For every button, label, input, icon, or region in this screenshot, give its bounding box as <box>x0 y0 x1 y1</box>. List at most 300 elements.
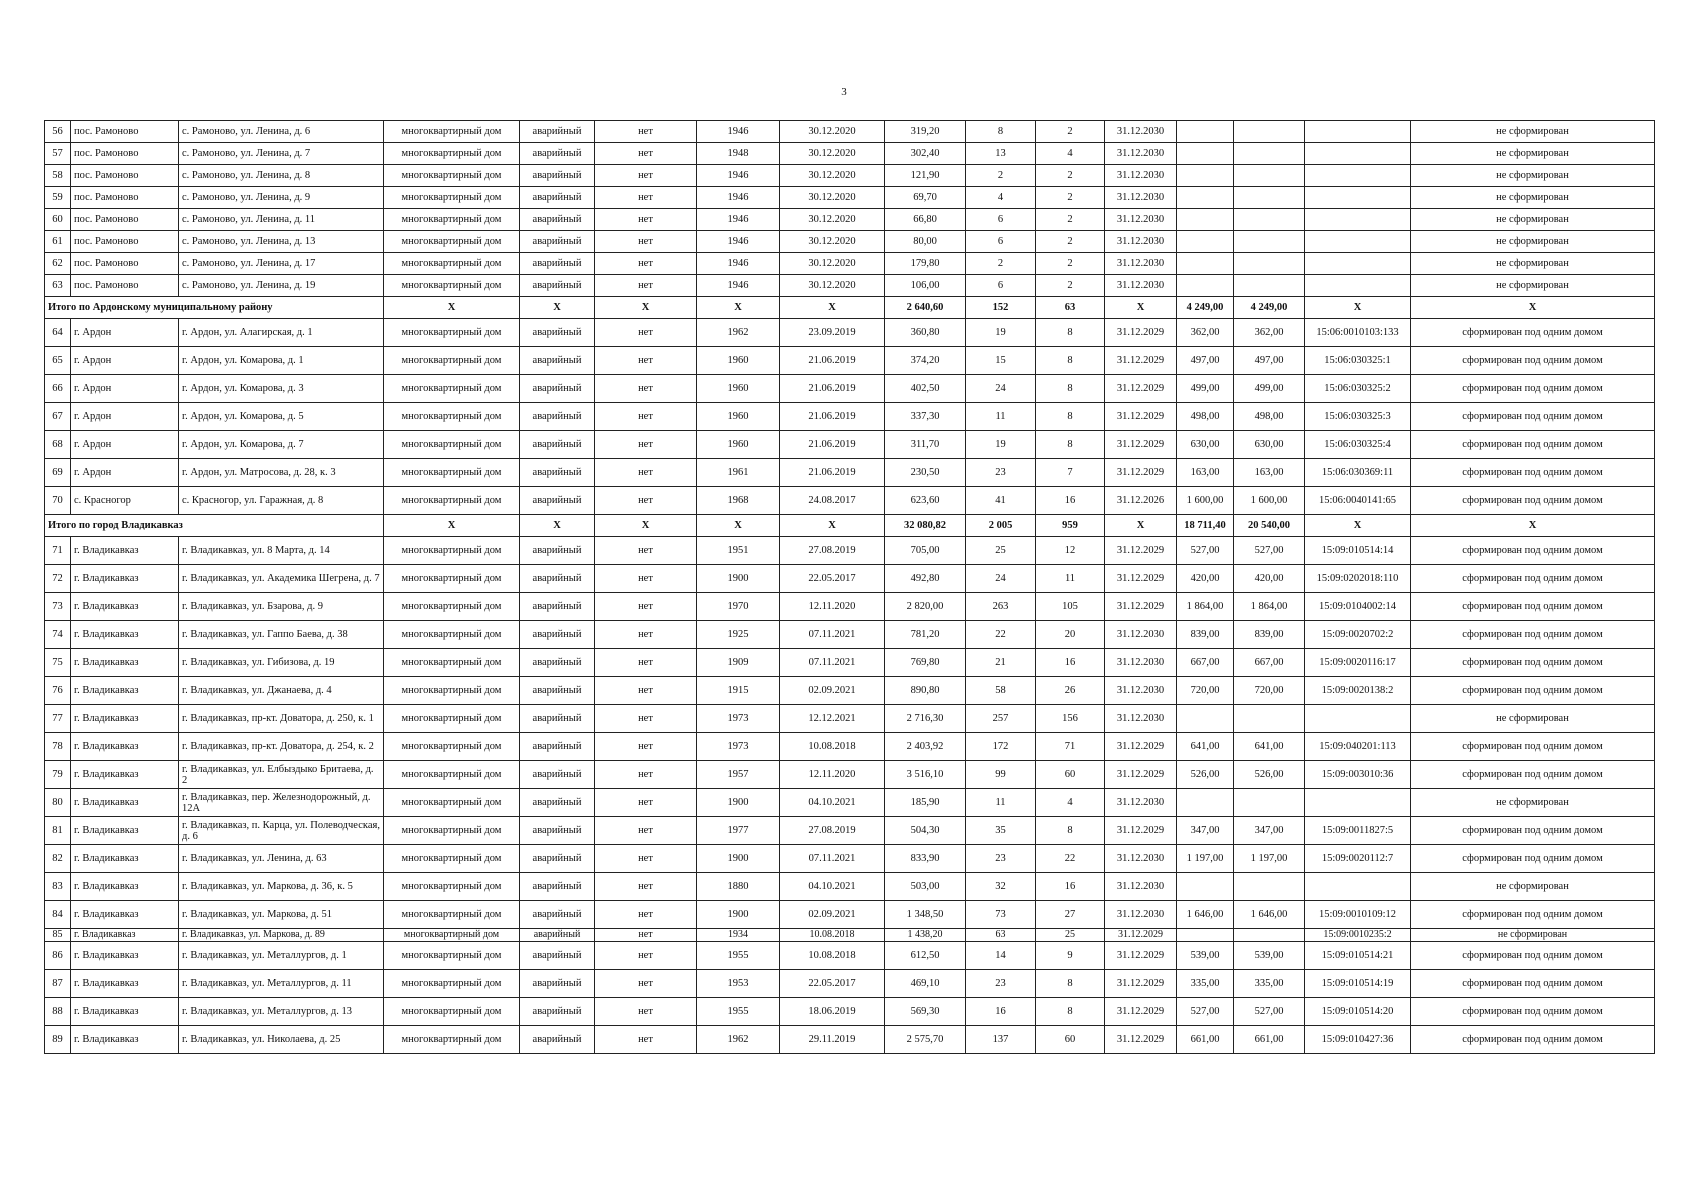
table-row <box>45 537 1655 565</box>
subtotal-year-built: Х <box>697 297 780 319</box>
subtotal-label: Итого по город Владикавказ <box>45 515 384 537</box>
settlement-cell: г. Владикавказ <box>71 817 179 845</box>
condition-cell: аварийный <box>520 705 595 733</box>
resettlement-deadline-cell: 31.12.2030 <box>1105 649 1177 677</box>
apartments-cell: 12 <box>1036 537 1105 565</box>
table-row <box>45 998 1655 1026</box>
cadastral-number-cell: 15:09:0020702:2 <box>1305 621 1411 649</box>
area-cell: 337,30 <box>885 403 966 431</box>
subtotal-resettlement-deadline: Х <box>1105 297 1177 319</box>
recognition-date-cell: 04.10.2021 <box>780 873 885 901</box>
address-cell: г. Владикавказ, ул. Металлургов, д. 11 <box>179 970 384 998</box>
recognition-date-cell: 07.11.2021 <box>780 845 885 873</box>
residents-cell: 24 <box>966 375 1036 403</box>
address-cell: г. Владикавказ, пр-кт. Доватора, д. 254, к. 2 <box>179 733 384 761</box>
condition-cell: аварийный <box>520 487 595 515</box>
settlement-cell: г. Владикавказ <box>71 1026 179 1054</box>
apartments-cell: 2 <box>1036 231 1105 253</box>
settlement-cell: г. Владикавказ <box>71 537 179 565</box>
recognition-date-cell: 30.12.2020 <box>780 209 885 231</box>
year-built-cell: 1946 <box>697 231 780 253</box>
row-number-cell: 62 <box>45 253 71 275</box>
cadastral-number-cell: 15:09:010514:14 <box>1305 537 1411 565</box>
reconstruction-cell: нет <box>595 705 697 733</box>
table-row <box>45 209 1655 231</box>
subtotal-building-type: Х <box>384 515 520 537</box>
area-cell: 2 820,00 <box>885 593 966 621</box>
land-area-cell: 641,00 <box>1177 733 1234 761</box>
residents-cell: 23 <box>966 459 1036 487</box>
recognition-date-cell: 27.08.2019 <box>780 817 885 845</box>
settlement-cell: пос. Рамоново <box>71 275 179 297</box>
reconstruction-cell: нет <box>595 621 697 649</box>
condition-cell: аварийный <box>520 1026 595 1054</box>
cadastral-number-cell: 15:06:030325:1 <box>1305 347 1411 375</box>
table-row <box>45 403 1655 431</box>
row-number-cell: 58 <box>45 165 71 187</box>
residents-cell: 35 <box>966 817 1036 845</box>
building-type-cell: многоквартирный дом <box>384 209 520 231</box>
resettlement-deadline-cell: 31.12.2030 <box>1105 677 1177 705</box>
land-area-cell: 1 197,00 <box>1177 845 1234 873</box>
land-area-cell: 630,00 <box>1177 431 1234 459</box>
condition-cell: аварийный <box>520 253 595 275</box>
settlement-cell: пос. Рамоново <box>71 165 179 187</box>
land-area-registered-cell: 420,00 <box>1234 565 1305 593</box>
building-type-cell: многоквартирный дом <box>384 929 520 942</box>
condition-cell: аварийный <box>520 431 595 459</box>
building-type-cell: многоквартирный дом <box>384 621 520 649</box>
land-area-cell: 661,00 <box>1177 1026 1234 1054</box>
residents-cell: 19 <box>966 319 1036 347</box>
recognition-date-cell: 21.06.2019 <box>780 347 885 375</box>
land-status-cell: сформирован под одним домом <box>1411 347 1655 375</box>
year-built-cell: 1915 <box>697 677 780 705</box>
condition-cell: аварийный <box>520 873 595 901</box>
resettlement-deadline-cell: 31.12.2030 <box>1105 231 1177 253</box>
recognition-date-cell: 04.10.2021 <box>780 789 885 817</box>
condition-cell: аварийный <box>520 942 595 970</box>
year-built-cell: 1934 <box>697 929 780 942</box>
land-status-cell: сформирован под одним домом <box>1411 817 1655 845</box>
settlement-cell: г. Владикавказ <box>71 901 179 929</box>
building-type-cell: многоквартирный дом <box>384 253 520 275</box>
address-cell: с. Рамоново, ул. Ленина, д. 19 <box>179 275 384 297</box>
building-type-cell: многоквартирный дом <box>384 901 520 929</box>
row-number-cell: 60 <box>45 209 71 231</box>
cadastral-number-cell: 15:09:003010:36 <box>1305 761 1411 789</box>
year-built-cell: 1948 <box>697 143 780 165</box>
land-area-cell <box>1177 143 1234 165</box>
settlement-cell: г. Владикавказ <box>71 677 179 705</box>
area-cell: 1 348,50 <box>885 901 966 929</box>
row-number-cell: 57 <box>45 143 71 165</box>
resettlement-deadline-cell: 31.12.2030 <box>1105 901 1177 929</box>
subtotal-condition: Х <box>520 515 595 537</box>
apartments-cell: 4 <box>1036 143 1105 165</box>
subtotal-reconstruction: Х <box>595 515 697 537</box>
residents-cell: 63 <box>966 929 1036 942</box>
land-area-registered-cell <box>1234 121 1305 143</box>
resettlement-deadline-cell: 31.12.2030 <box>1105 873 1177 901</box>
land-area-registered-cell: 347,00 <box>1234 817 1305 845</box>
cadastral-number-cell: 15:09:0020138:2 <box>1305 677 1411 705</box>
building-type-cell: многоквартирный дом <box>384 275 520 297</box>
residents-cell: 6 <box>966 231 1036 253</box>
row-number-cell: 61 <box>45 231 71 253</box>
settlement-cell: пос. Рамоново <box>71 209 179 231</box>
resettlement-deadline-cell: 31.12.2030 <box>1105 209 1177 231</box>
resettlement-deadline-cell: 31.12.2029 <box>1105 375 1177 403</box>
residents-cell: 2 <box>966 253 1036 275</box>
resettlement-deadline-cell: 31.12.2029 <box>1105 347 1177 375</box>
settlement-cell: г. Владикавказ <box>71 593 179 621</box>
land-area-cell: 667,00 <box>1177 649 1234 677</box>
resettlement-deadline-cell: 31.12.2030 <box>1105 143 1177 165</box>
land-status-cell: не сформирован <box>1411 143 1655 165</box>
cadastral-number-cell <box>1305 121 1411 143</box>
land-area-registered-cell: 1 646,00 <box>1234 901 1305 929</box>
area-cell: 890,80 <box>885 677 966 705</box>
table-row <box>45 1026 1655 1054</box>
address-cell: г. Владикавказ, ул. Академика Шегрена, д. 7 <box>179 565 384 593</box>
year-built-cell: 1960 <box>697 431 780 459</box>
land-area-cell: 498,00 <box>1177 403 1234 431</box>
land-status-cell: сформирован под одним домом <box>1411 761 1655 789</box>
table-row <box>45 121 1655 143</box>
area-cell: 302,40 <box>885 143 966 165</box>
land-area-cell: 362,00 <box>1177 319 1234 347</box>
condition-cell: аварийный <box>520 375 595 403</box>
resettlement-deadline-cell: 31.12.2029 <box>1105 459 1177 487</box>
condition-cell: аварийный <box>520 761 595 789</box>
row-number-cell: 80 <box>45 789 71 817</box>
cadastral-number-cell: 15:09:010514:21 <box>1305 942 1411 970</box>
recognition-date-cell: 10.08.2018 <box>780 929 885 942</box>
land-area-registered-cell: 499,00 <box>1234 375 1305 403</box>
recognition-date-cell: 21.06.2019 <box>780 375 885 403</box>
settlement-cell: г. Ардон <box>71 347 179 375</box>
area-cell: 319,20 <box>885 121 966 143</box>
land-area-registered-cell: 335,00 <box>1234 970 1305 998</box>
land-area-registered-cell <box>1234 231 1305 253</box>
reconstruction-cell: нет <box>595 187 697 209</box>
apartments-cell: 2 <box>1036 121 1105 143</box>
building-type-cell: многоквартирный дом <box>384 319 520 347</box>
land-status-cell: не сформирован <box>1411 275 1655 297</box>
year-built-cell: 1960 <box>697 347 780 375</box>
land-status-cell: сформирован под одним домом <box>1411 845 1655 873</box>
reconstruction-cell: нет <box>595 593 697 621</box>
reconstruction-cell: нет <box>595 649 697 677</box>
row-number-cell: 73 <box>45 593 71 621</box>
residents-cell: 58 <box>966 677 1036 705</box>
condition-cell: аварийный <box>520 929 595 942</box>
land-area-cell: 839,00 <box>1177 621 1234 649</box>
address-cell: с. Рамоново, ул. Ленина, д. 13 <box>179 231 384 253</box>
recognition-date-cell: 22.05.2017 <box>780 970 885 998</box>
recognition-date-cell: 30.12.2020 <box>780 253 885 275</box>
reconstruction-cell: нет <box>595 537 697 565</box>
land-area-registered-cell: 661,00 <box>1234 1026 1305 1054</box>
address-cell: г. Владикавказ, ул. Металлургов, д. 1 <box>179 942 384 970</box>
building-type-cell: многоквартирный дом <box>384 565 520 593</box>
land-area-cell <box>1177 121 1234 143</box>
land-area-registered-cell: 539,00 <box>1234 942 1305 970</box>
resettlement-deadline-cell: 31.12.2029 <box>1105 817 1177 845</box>
recognition-date-cell: 23.09.2019 <box>780 319 885 347</box>
land-area-registered-cell <box>1234 209 1305 231</box>
reconstruction-cell: нет <box>595 942 697 970</box>
settlement-cell: г. Ардон <box>71 319 179 347</box>
land-area-registered-cell: 497,00 <box>1234 347 1305 375</box>
area-cell: 3 516,10 <box>885 761 966 789</box>
address-cell: г. Владикавказ, пер. Железнодорожный, д. 12А <box>179 789 384 817</box>
reconstruction-cell: нет <box>595 677 697 705</box>
recognition-date-cell: 02.09.2021 <box>780 677 885 705</box>
condition-cell: аварийный <box>520 901 595 929</box>
row-number-cell: 74 <box>45 621 71 649</box>
table-row <box>45 459 1655 487</box>
settlement-cell: пос. Рамоново <box>71 143 179 165</box>
building-type-cell: многоквартирный дом <box>384 873 520 901</box>
address-cell: с. Красногор, ул. Гаражная, д. 8 <box>179 487 384 515</box>
reconstruction-cell: нет <box>595 459 697 487</box>
settlement-cell: г. Владикавказ <box>71 845 179 873</box>
table-row <box>45 901 1655 929</box>
building-type-cell: многоквартирный дом <box>384 998 520 1026</box>
residents-cell: 22 <box>966 621 1036 649</box>
year-built-cell: 1946 <box>697 165 780 187</box>
residents-cell: 8 <box>966 121 1036 143</box>
table-row <box>45 143 1655 165</box>
row-number-cell: 75 <box>45 649 71 677</box>
residents-cell: 41 <box>966 487 1036 515</box>
cadastral-number-cell <box>1305 789 1411 817</box>
residents-cell: 2 <box>966 165 1036 187</box>
land-area-registered-cell: 526,00 <box>1234 761 1305 789</box>
resettlement-deadline-cell: 31.12.2030 <box>1105 705 1177 733</box>
settlement-cell: г. Владикавказ <box>71 873 179 901</box>
condition-cell: аварийный <box>520 165 595 187</box>
building-type-cell: многоквартирный дом <box>384 403 520 431</box>
year-built-cell: 1951 <box>697 537 780 565</box>
row-number-cell: 72 <box>45 565 71 593</box>
subtotal-apartments: 959 <box>1036 515 1105 537</box>
recognition-date-cell: 30.12.2020 <box>780 165 885 187</box>
cadastral-number-cell: 15:09:0011827:5 <box>1305 817 1411 845</box>
condition-cell: аварийный <box>520 209 595 231</box>
residents-cell: 21 <box>966 649 1036 677</box>
residents-cell: 23 <box>966 845 1036 873</box>
area-cell: 569,30 <box>885 998 966 1026</box>
address-cell: г. Владикавказ, ул. Металлургов, д. 13 <box>179 998 384 1026</box>
address-cell: г. Ардон, ул. Комарова, д. 3 <box>179 375 384 403</box>
apartments-cell: 8 <box>1036 817 1105 845</box>
row-number-cell: 71 <box>45 537 71 565</box>
subtotal-year-built: Х <box>697 515 780 537</box>
land-status-cell: не сформирован <box>1411 231 1655 253</box>
year-built-cell: 1925 <box>697 621 780 649</box>
building-type-cell: многоквартирный дом <box>384 165 520 187</box>
reconstruction-cell: нет <box>595 403 697 431</box>
apartments-cell: 71 <box>1036 733 1105 761</box>
land-status-cell: не сформирован <box>1411 789 1655 817</box>
land-area-cell <box>1177 209 1234 231</box>
subtotal-cadastral-number: Х <box>1305 515 1411 537</box>
row-number-cell: 65 <box>45 347 71 375</box>
resettlement-deadline-cell: 31.12.2029 <box>1105 403 1177 431</box>
apartments-cell: 16 <box>1036 873 1105 901</box>
cadastral-number-cell <box>1305 705 1411 733</box>
resettlement-deadline-cell: 31.12.2029 <box>1105 537 1177 565</box>
recognition-date-cell: 07.11.2021 <box>780 621 885 649</box>
settlement-cell: пос. Рамоново <box>71 187 179 209</box>
land-status-cell: сформирован под одним домом <box>1411 901 1655 929</box>
address-cell: с. Рамоново, ул. Ленина, д. 11 <box>179 209 384 231</box>
year-built-cell: 1962 <box>697 319 780 347</box>
area-cell: 1 438,20 <box>885 929 966 942</box>
address-cell: г. Владикавказ, ул. Джанаева, д. 4 <box>179 677 384 705</box>
land-area-cell: 539,00 <box>1177 942 1234 970</box>
land-area-cell <box>1177 705 1234 733</box>
row-number-cell: 82 <box>45 845 71 873</box>
land-status-cell: сформирован под одним домом <box>1411 459 1655 487</box>
building-type-cell: многоквартирный дом <box>384 593 520 621</box>
reconstruction-cell: нет <box>595 998 697 1026</box>
recognition-date-cell: 30.12.2020 <box>780 143 885 165</box>
land-area-registered-cell: 1 197,00 <box>1234 845 1305 873</box>
settlement-cell: г. Владикавказ <box>71 789 179 817</box>
land-status-cell: сформирован под одним домом <box>1411 677 1655 705</box>
subtotal-area: 32 080,82 <box>885 515 966 537</box>
area-cell: 503,00 <box>885 873 966 901</box>
resettlement-deadline-cell: 31.12.2029 <box>1105 319 1177 347</box>
subtotal-reconstruction: Х <box>595 297 697 319</box>
land-area-registered-cell: 1 600,00 <box>1234 487 1305 515</box>
year-built-cell: 1953 <box>697 970 780 998</box>
area-cell: 833,90 <box>885 845 966 873</box>
residents-cell: 15 <box>966 347 1036 375</box>
table-row <box>45 817 1655 845</box>
cadastral-number-cell: 15:09:0010109:12 <box>1305 901 1411 929</box>
settlement-cell: с. Красногор <box>71 487 179 515</box>
table-row <box>45 431 1655 459</box>
subtotal-land-status: Х <box>1411 297 1655 319</box>
year-built-cell: 1900 <box>697 845 780 873</box>
land-area-cell: 497,00 <box>1177 347 1234 375</box>
row-number-cell: 77 <box>45 705 71 733</box>
cadastral-number-cell: 15:09:010427:36 <box>1305 1026 1411 1054</box>
resettlement-deadline-cell: 31.12.2029 <box>1105 942 1177 970</box>
apartments-cell: 9 <box>1036 942 1105 970</box>
land-area-registered-cell: 163,00 <box>1234 459 1305 487</box>
cadastral-number-cell: 15:09:0020112:7 <box>1305 845 1411 873</box>
address-cell: с. Рамоново, ул. Ленина, д. 7 <box>179 143 384 165</box>
reconstruction-cell: нет <box>595 761 697 789</box>
table-row <box>45 789 1655 817</box>
residents-cell: 14 <box>966 942 1036 970</box>
subtotal-recognition-date: Х <box>780 297 885 319</box>
settlement-cell: г. Владикавказ <box>71 761 179 789</box>
land-area-cell: 526,00 <box>1177 761 1234 789</box>
apartments-cell: 8 <box>1036 347 1105 375</box>
table-row <box>45 565 1655 593</box>
reconstruction-cell: нет <box>595 231 697 253</box>
table-row <box>45 187 1655 209</box>
land-status-cell: сформирован под одним домом <box>1411 942 1655 970</box>
building-type-cell: многоквартирный дом <box>384 845 520 873</box>
land-area-registered-cell <box>1234 143 1305 165</box>
recognition-date-cell: 27.08.2019 <box>780 537 885 565</box>
apartments-cell: 8 <box>1036 970 1105 998</box>
condition-cell: аварийный <box>520 121 595 143</box>
subtotal-cadastral-number: Х <box>1305 297 1411 319</box>
address-cell: г. Ардон, ул. Комарова, д. 1 <box>179 347 384 375</box>
condition-cell: аварийный <box>520 845 595 873</box>
subtotal-land-area-registered: 4 249,00 <box>1234 297 1305 319</box>
table-row <box>45 970 1655 998</box>
building-type-cell: многоквартирный дом <box>384 761 520 789</box>
cadastral-number-cell: 15:06:030325:4 <box>1305 431 1411 459</box>
condition-cell: аварийный <box>520 593 595 621</box>
building-type-cell: многоквартирный дом <box>384 187 520 209</box>
land-status-cell: не сформирован <box>1411 165 1655 187</box>
resettlement-deadline-cell: 31.12.2030 <box>1105 789 1177 817</box>
land-area-registered-cell: 720,00 <box>1234 677 1305 705</box>
cadastral-number-cell <box>1305 187 1411 209</box>
condition-cell: аварийный <box>520 565 595 593</box>
land-area-registered-cell: 667,00 <box>1234 649 1305 677</box>
reconstruction-cell: нет <box>595 487 697 515</box>
area-cell: 360,80 <box>885 319 966 347</box>
resettlement-deadline-cell: 31.12.2029 <box>1105 998 1177 1026</box>
residents-cell: 137 <box>966 1026 1036 1054</box>
land-status-cell: сформирован под одним домом <box>1411 403 1655 431</box>
resettlement-deadline-cell: 31.12.2030 <box>1105 253 1177 275</box>
land-area-registered-cell: 630,00 <box>1234 431 1305 459</box>
land-area-registered-cell: 362,00 <box>1234 319 1305 347</box>
address-cell: г. Владикавказ, ул. Николаева, д. 25 <box>179 1026 384 1054</box>
resettlement-deadline-cell: 31.12.2030 <box>1105 275 1177 297</box>
subtotal-land-area: 18 711,40 <box>1177 515 1234 537</box>
residents-cell: 6 <box>966 209 1036 231</box>
area-cell: 492,80 <box>885 565 966 593</box>
subtotal-row <box>45 297 1655 319</box>
land-status-cell: сформирован под одним домом <box>1411 970 1655 998</box>
address-cell: г. Ардон, ул. Матросова, д. 28, к. 3 <box>179 459 384 487</box>
row-number-cell: 87 <box>45 970 71 998</box>
land-area-registered-cell <box>1234 187 1305 209</box>
resettlement-deadline-cell: 31.12.2030 <box>1105 121 1177 143</box>
apartments-cell: 60 <box>1036 1026 1105 1054</box>
building-type-cell: многоквартирный дом <box>384 705 520 733</box>
apartments-cell: 2 <box>1036 209 1105 231</box>
cadastral-number-cell: 15:09:0020116:17 <box>1305 649 1411 677</box>
cadastral-number-cell <box>1305 209 1411 231</box>
resettlement-deadline-cell: 31.12.2029 <box>1105 970 1177 998</box>
settlement-cell: г. Ардон <box>71 459 179 487</box>
year-built-cell: 1961 <box>697 459 780 487</box>
area-cell: 80,00 <box>885 231 966 253</box>
land-area-registered-cell <box>1234 275 1305 297</box>
table-row <box>45 347 1655 375</box>
recognition-date-cell: 29.11.2019 <box>780 1026 885 1054</box>
building-type-cell: многоквартирный дом <box>384 431 520 459</box>
land-area-cell: 499,00 <box>1177 375 1234 403</box>
reconstruction-cell: нет <box>595 121 697 143</box>
row-number-cell: 83 <box>45 873 71 901</box>
